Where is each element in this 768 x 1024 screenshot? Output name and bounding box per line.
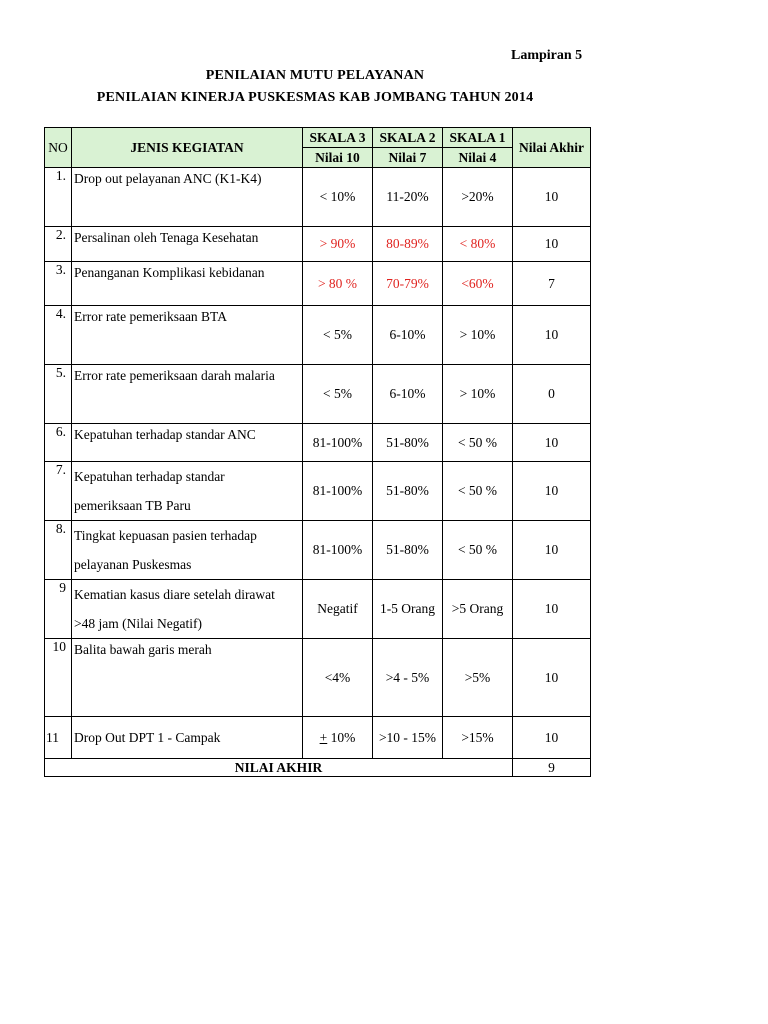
row-skala1: < 50 % xyxy=(443,424,513,462)
header-jenis-kegiatan: JENIS KEGIATAN xyxy=(72,128,303,168)
row-nilai-akhir: 10 xyxy=(513,521,591,580)
row-jenis-line1: Kepatuhan terhadap standar xyxy=(74,469,225,484)
row-nilai-akhir: 10 xyxy=(513,306,591,365)
header-skala3: SKALA 3 xyxy=(303,128,373,148)
total-value: 9 xyxy=(513,759,591,777)
row-no: 3. xyxy=(45,262,72,306)
header-no: NO xyxy=(45,128,72,168)
row-nilai-akhir: 10 xyxy=(513,462,591,521)
row-skala2: 11-20% xyxy=(373,168,443,227)
row-skala3: < 5% xyxy=(303,306,373,365)
row-no: 1. xyxy=(45,168,72,227)
row-no: 6. xyxy=(45,424,72,462)
lampiran-label: Lampiran 5 xyxy=(511,48,583,63)
table-header-row xyxy=(45,128,591,148)
table-row xyxy=(45,521,591,580)
row-jenis-line1: Kematian kasus diare setelah dirawat xyxy=(74,587,275,602)
row-skala1: >5 Orang xyxy=(443,580,513,639)
row-nilai-akhir: 10 xyxy=(513,424,591,462)
row-skala1: > 10% xyxy=(443,306,513,365)
row-skala1: >15% xyxy=(443,717,513,759)
row-nilai-akhir: 10 xyxy=(513,639,591,717)
row-jenis: Error rate pemeriksaan BTA xyxy=(72,306,303,365)
total-label: NILAI AKHIR xyxy=(45,759,513,777)
table-row xyxy=(45,717,591,759)
table-row xyxy=(45,262,591,306)
row-jenis-line2: pemeriksaan TB Paru xyxy=(74,498,191,513)
document-subtitle: PENILAIAN KINERJA PUSKESMAS KAB JOMBANG TAHUN 2014 xyxy=(96,90,534,105)
row-jenis: Drop out pelayanan ANC (K1-K4) xyxy=(72,168,303,227)
row-skala2: 6-10% xyxy=(373,306,443,365)
row-skala1: >5% xyxy=(443,639,513,717)
row-skala3: <4% xyxy=(303,639,373,717)
row-skala3: 81-100% xyxy=(303,521,373,580)
row-skala2: 6-10% xyxy=(373,365,443,424)
row-skala1: < 50 % xyxy=(443,521,513,580)
row-skala1: < 80% xyxy=(443,227,513,262)
header-skala1: SKALA 1 xyxy=(443,128,513,148)
row-skala2: 70-79% xyxy=(373,262,443,306)
row-nilai-akhir: 10 xyxy=(513,717,591,759)
row-skala2: >4 - 5% xyxy=(373,639,443,717)
row-skala3-value: 10% xyxy=(327,729,356,745)
header-nilai7: Nilai 7 xyxy=(373,148,443,168)
row-skala3: > 90% xyxy=(303,227,373,262)
row-nilai-akhir: 7 xyxy=(513,262,591,306)
row-no: 5. xyxy=(45,365,72,424)
row-skala3: < 10% xyxy=(303,168,373,227)
row-no: 4. xyxy=(45,306,72,365)
row-skala2: 51-80% xyxy=(373,462,443,521)
row-no: 9 xyxy=(45,580,72,639)
row-skala3: 81-100% xyxy=(303,462,373,521)
assessment-table xyxy=(44,127,591,777)
row-no: 2. xyxy=(45,227,72,262)
row-no: 10 xyxy=(45,639,72,717)
row-nilai-akhir: 10 xyxy=(513,168,591,227)
row-skala1: <60% xyxy=(443,262,513,306)
row-skala3: 81-100% xyxy=(303,424,373,462)
row-jenis: Drop Out DPT 1 - Campak xyxy=(72,717,303,759)
row-skala2: 80-89% xyxy=(373,227,443,262)
header-skala2: SKALA 2 xyxy=(373,128,443,148)
table-row xyxy=(45,639,591,717)
row-jenis-line2: >48 jam (Nilai Negatif) xyxy=(74,616,202,631)
row-skala1: > 10% xyxy=(443,365,513,424)
row-skala2: >10 - 15% xyxy=(373,717,443,759)
row-skala2: 1-5 Orang xyxy=(373,580,443,639)
row-nilai-akhir: 0 xyxy=(513,365,591,424)
table-row xyxy=(45,227,591,262)
row-no: 11 xyxy=(45,717,72,759)
row-skala3: > 80 % xyxy=(303,262,373,306)
plus-minus-symbol: + xyxy=(319,729,328,745)
row-jenis xyxy=(72,580,303,639)
table-row xyxy=(45,168,591,227)
header-nilai-akhir: Nilai Akhir xyxy=(513,128,591,168)
header-nilai4: Nilai 4 xyxy=(443,148,513,168)
row-jenis xyxy=(72,462,303,521)
row-jenis: Kepatuhan terhadap standar ANC xyxy=(72,424,303,462)
row-skala1: >20% xyxy=(443,168,513,227)
table-row xyxy=(45,306,591,365)
row-nilai-akhir: 10 xyxy=(513,580,591,639)
document-title: PENILAIAN MUTU PELAYANAN xyxy=(205,68,425,83)
table-row xyxy=(45,365,591,424)
row-skala3: Negatif xyxy=(303,580,373,639)
row-skala1: < 50 % xyxy=(443,462,513,521)
table-row xyxy=(45,462,591,521)
total-row xyxy=(45,759,591,777)
row-skala3: < 5% xyxy=(303,365,373,424)
row-no: 7. xyxy=(45,462,72,521)
row-jenis-line2: pelayanan Puskesmas xyxy=(74,557,192,572)
row-jenis: Persalinan oleh Tenaga Kesehatan xyxy=(72,227,303,262)
table-row xyxy=(45,424,591,462)
row-skala3 xyxy=(303,717,373,759)
row-no: 8. xyxy=(45,521,72,580)
row-nilai-akhir: 10 xyxy=(513,227,591,262)
row-skala2: 51-80% xyxy=(373,424,443,462)
table-row xyxy=(45,580,591,639)
row-jenis xyxy=(72,521,303,580)
row-jenis: Error rate pemeriksaan darah malaria xyxy=(72,365,303,424)
row-skala2: 51-80% xyxy=(373,521,443,580)
row-jenis: Penanganan Komplikasi kebidanan xyxy=(72,262,303,306)
header-nilai10: Nilai 10 xyxy=(303,148,373,168)
row-jenis: Balita bawah garis merah xyxy=(72,639,303,717)
row-jenis-line1: Tingkat kepuasan pasien terhadap xyxy=(74,528,257,543)
